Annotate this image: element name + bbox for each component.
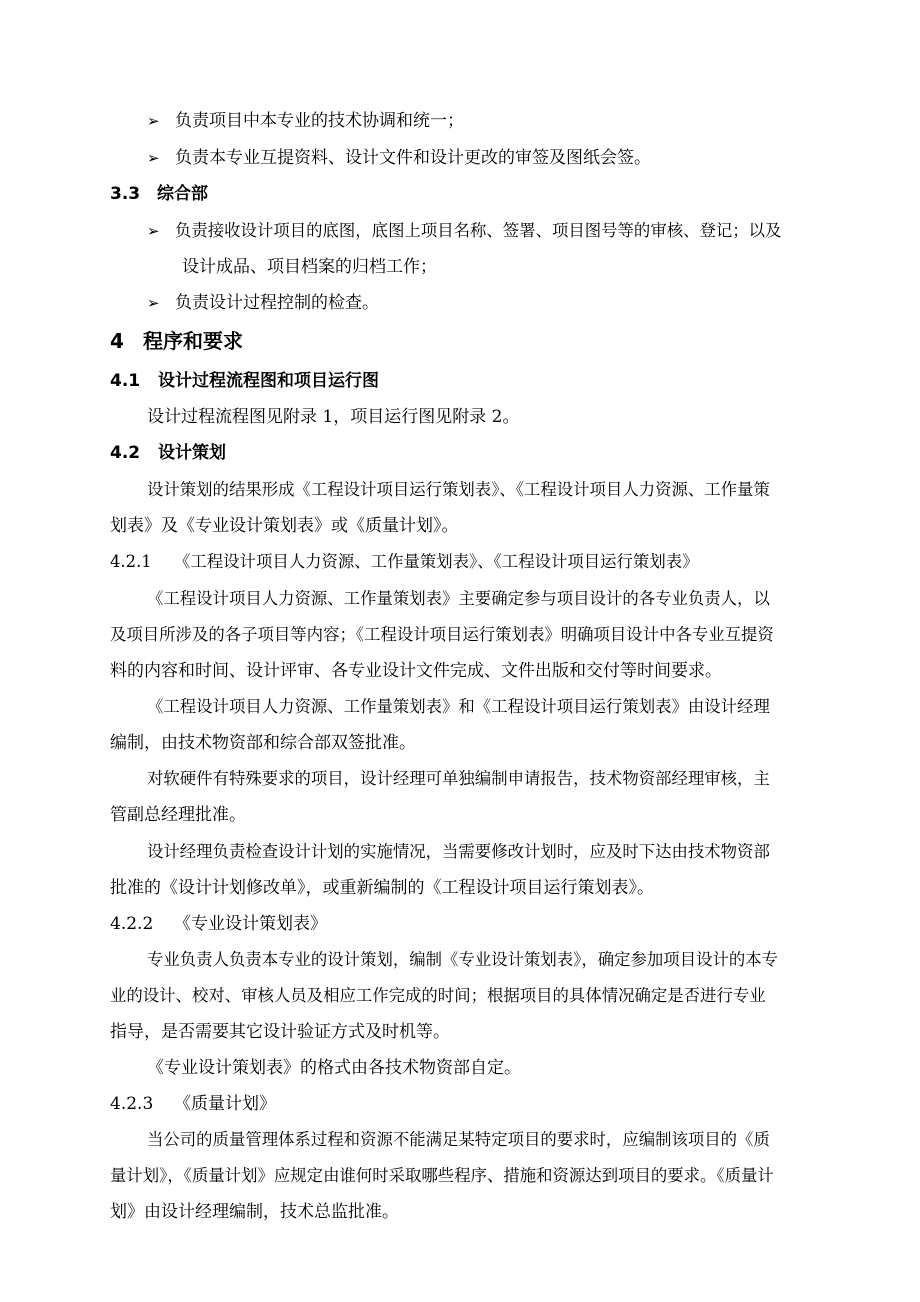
bullet-arrow-icon: ➢ — [147, 294, 160, 312]
paragraph: 设计过程流程图见附录 1，项目运行图见附录 2。 — [147, 407, 520, 427]
bullet-arrow-icon: ➢ — [147, 222, 160, 240]
section-number: 4.1 — [110, 371, 141, 391]
section-number: 4 — [110, 329, 124, 353]
section-number: 4.2.1 — [110, 552, 152, 571]
section-heading-4-1 — [110, 369, 379, 393]
paragraph: 当公司的质量管理体系过程和资源不能满足某特定项目的要求时，应编制该项目的《质 — [147, 1130, 770, 1149]
section-title: 《工程设计项目人力资源、工作量策划表》、《工程设计项目运行策划表》 — [174, 552, 699, 571]
paragraph: 设计策划的结果形成《工程设计项目运行策划表》、《工程设计项目人力资源、工作量策 — [147, 480, 770, 499]
paragraph: 《工程设计项目人力资源、工作量策划表》主要确定参与项目设计的各专业负责人，以 — [147, 589, 770, 608]
paragraph-continued: 及项目所涉及的各子项目等内容；《工程设计项目运行策划表》明确项目设计中各专业互提资 — [110, 625, 774, 644]
section-heading-4-2 — [110, 441, 226, 465]
bullet-arrow-icon: ➢ — [147, 112, 160, 130]
paragraph: 专业负责人负责本专业的设计策划，编制《专业设计策划表》，确定参加项目设计的本专 — [147, 950, 779, 969]
paragraph-continued: 管副总经理批准。 — [110, 805, 246, 825]
section-number: 4.2 — [110, 443, 141, 463]
section-number: 4.2.3 — [110, 1094, 154, 1114]
bullet-text: 负责项目中本专业的技术协调和统一； — [175, 111, 464, 131]
paragraph-continued: 批准的《设计计划修改单》，或重新编制的《工程设计项目运行策划表》。 — [110, 878, 654, 898]
paragraph-continued: 料的内容和时间、设计评审、各专业设计文件完成、文件出版和交付等时间要求。 — [110, 661, 722, 681]
section-title: 设计过程流程图和项目运行图 — [158, 371, 379, 391]
bullet-text: 负责设计过程控制的检查。 — [175, 293, 379, 313]
paragraph: 设计经理负责检查设计计划的实施情况，当需要修改计划时，应及时下达由技术物资部 — [147, 842, 770, 861]
paragraph-continued: 业的设计、校对、审核人员及相应工作完成的时间；根据项目的具体情况确定是否进行专业 — [110, 986, 766, 1005]
section-heading-4-2-1 — [110, 550, 699, 574]
section-number: 4.2.2 — [110, 914, 154, 934]
paragraph: 对软硬件有特殊要求的项目，设计经理可单独编制申请报告，技术物资部经理审核，主 — [147, 769, 770, 788]
paragraph-continued: 量计划》，《质量计划》应规定由谁何时采取哪些程序、措施和资源达到项目的要求。《质量计 — [110, 1166, 774, 1185]
bullet-text-continued: 设计成品、项目档案的归档工作； — [182, 257, 437, 277]
section-title: 设计策划 — [158, 443, 226, 463]
section-heading-3-3 — [110, 182, 208, 206]
section-title: 《质量计划》 — [174, 1094, 276, 1114]
section-number: 3.3 — [110, 184, 141, 204]
bullet-text: 负责本专业互提资料、设计文件和设计更改的审签及图纸会签。 — [175, 148, 651, 168]
bullet-text: 负责接收设计项目的底图，底图上项目名称、签署、项目图号等的审核、登记；以及 — [175, 221, 782, 240]
paragraph: 《专业设计策划表》的格式由各技术物资部自定。 — [147, 1058, 521, 1078]
section-heading-4-2-2 — [110, 912, 327, 936]
paragraph: 《工程设计项目人力资源、工作量策划表》和《工程设计项目运行策划表》由设计经理 — [147, 697, 770, 716]
section-heading-4 — [110, 327, 243, 355]
section-title: 程序和要求 — [143, 329, 243, 353]
section-title: 综合部 — [157, 184, 208, 204]
paragraph-continued: 划》由设计经理编制，技术总监批准。 — [110, 1202, 399, 1222]
bullet-arrow-icon: ➢ — [147, 149, 160, 167]
paragraph-continued: 划表》及《专业设计策划表》或《质量计划》。 — [110, 516, 459, 536]
section-heading-4-2-3 — [110, 1092, 276, 1116]
section-title: 《专业设计策划表》 — [174, 914, 327, 934]
paragraph-continued: 编制，由技术物资部和综合部双签批准。 — [110, 733, 416, 753]
paragraph-continued: 指导，是否需要其它设计验证方式及时机等。 — [110, 1022, 450, 1042]
